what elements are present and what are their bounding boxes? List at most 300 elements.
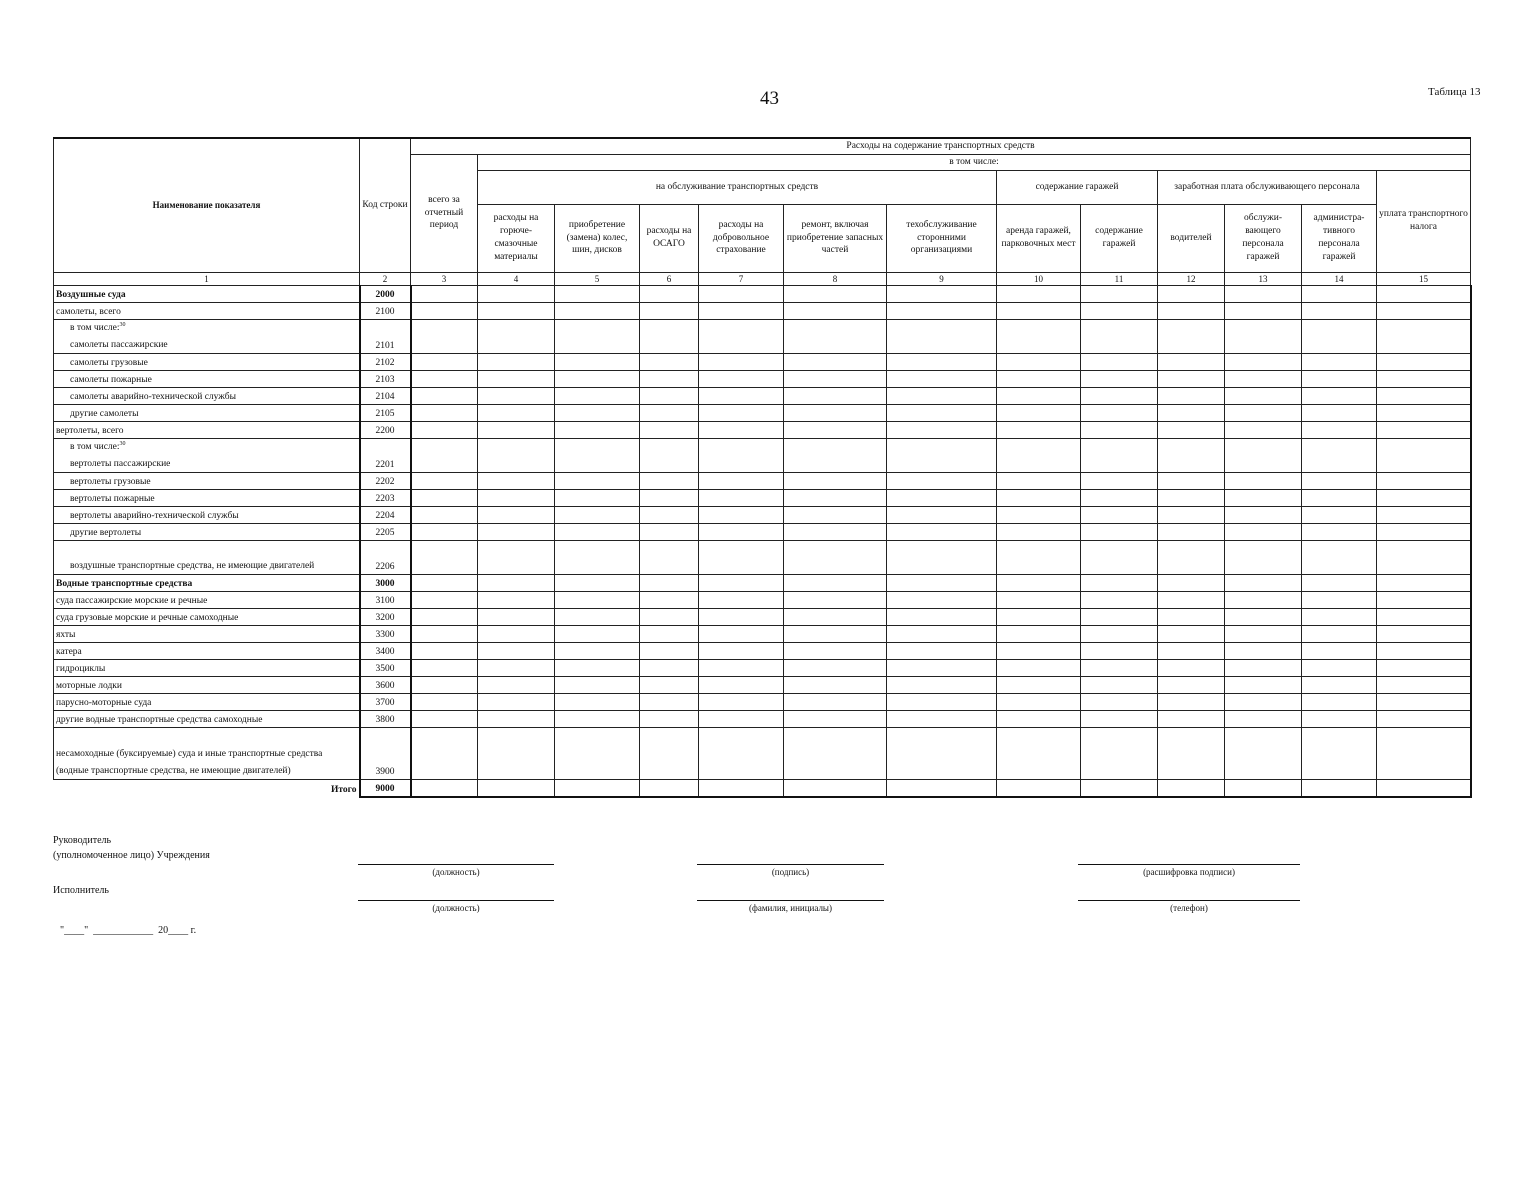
value-cell-col14[interactable] (1302, 489, 1377, 506)
value-cell-col12[interactable] (1158, 404, 1225, 421)
value-cell-col14[interactable] (1302, 506, 1377, 523)
value-cell-col5[interactable] (555, 591, 640, 608)
value-cell-col7[interactable] (699, 438, 784, 472)
value-cell-col12[interactable] (1158, 489, 1225, 506)
value-cell-col9[interactable] (887, 591, 997, 608)
value-cell-col15[interactable] (1377, 574, 1471, 591)
value-cell-col9[interactable] (887, 387, 997, 404)
value-cell-col8[interactable] (784, 489, 887, 506)
value-cell-col13[interactable] (1225, 540, 1302, 574)
value-cell-col4[interactable] (478, 438, 555, 472)
value-cell-col5[interactable] (555, 642, 640, 659)
value-cell-col13[interactable] (1225, 302, 1302, 319)
value-cell-col12[interactable] (1158, 353, 1225, 370)
value-cell-col9[interactable] (887, 727, 997, 779)
value-cell-col14[interactable] (1302, 404, 1377, 421)
value-cell-col9[interactable] (887, 642, 997, 659)
value-cell-col3[interactable] (411, 523, 478, 540)
value-cell-col12[interactable] (1158, 693, 1225, 710)
value-cell-col8[interactable] (784, 421, 887, 438)
value-cell-col9[interactable] (887, 370, 997, 387)
value-cell-col14[interactable] (1302, 540, 1377, 574)
value-cell-col7[interactable] (699, 659, 784, 676)
value-cell-col10[interactable] (997, 574, 1081, 591)
value-cell-col8[interactable] (784, 319, 887, 353)
value-cell-col3[interactable] (411, 404, 478, 421)
value-cell-col13[interactable] (1225, 659, 1302, 676)
value-cell-col11[interactable] (1081, 642, 1158, 659)
value-cell-col5[interactable] (555, 676, 640, 693)
value-cell-col10[interactable] (997, 676, 1081, 693)
value-cell-col11[interactable] (1081, 523, 1158, 540)
value-cell-col8[interactable] (784, 659, 887, 676)
value-cell-col13[interactable] (1225, 523, 1302, 540)
value-cell-col15[interactable] (1377, 779, 1471, 797)
value-cell-col13[interactable] (1225, 608, 1302, 625)
value-cell-col10[interactable] (997, 506, 1081, 523)
value-cell-col4[interactable] (478, 472, 555, 489)
value-cell-col4[interactable] (478, 387, 555, 404)
value-cell-col10[interactable] (997, 523, 1081, 540)
value-cell-col12[interactable] (1158, 540, 1225, 574)
value-cell-col5[interactable] (555, 319, 640, 353)
value-cell-col13[interactable] (1225, 506, 1302, 523)
value-cell-col9[interactable] (887, 353, 997, 370)
value-cell-col3[interactable] (411, 489, 478, 506)
value-cell-col10[interactable] (997, 319, 1081, 353)
value-cell-col13[interactable] (1225, 404, 1302, 421)
value-cell-col12[interactable] (1158, 642, 1225, 659)
value-cell-col6[interactable] (640, 625, 699, 642)
value-cell-col10[interactable] (997, 285, 1081, 302)
value-cell-col8[interactable] (784, 353, 887, 370)
value-cell-col14[interactable] (1302, 642, 1377, 659)
value-cell-col5[interactable] (555, 523, 640, 540)
value-cell-col9[interactable] (887, 319, 997, 353)
value-cell-col4[interactable] (478, 727, 555, 779)
value-cell-col8[interactable] (784, 779, 887, 797)
value-cell-col11[interactable] (1081, 387, 1158, 404)
value-cell-col6[interactable] (640, 642, 699, 659)
value-cell-col12[interactable] (1158, 506, 1225, 523)
value-cell-col7[interactable] (699, 302, 784, 319)
value-cell-col6[interactable] (640, 404, 699, 421)
value-cell-col10[interactable] (997, 302, 1081, 319)
value-cell-col3[interactable] (411, 676, 478, 693)
value-cell-col10[interactable] (997, 489, 1081, 506)
value-cell-col3[interactable] (411, 540, 478, 574)
value-cell-col7[interactable] (699, 608, 784, 625)
value-cell-col7[interactable] (699, 472, 784, 489)
value-cell-col10[interactable] (997, 353, 1081, 370)
value-cell-col3[interactable] (411, 438, 478, 472)
value-cell-col11[interactable] (1081, 710, 1158, 727)
value-cell-col15[interactable] (1377, 591, 1471, 608)
value-cell-col3[interactable] (411, 727, 478, 779)
value-cell-col7[interactable] (699, 693, 784, 710)
value-cell-col14[interactable] (1302, 574, 1377, 591)
value-cell-col4[interactable] (478, 523, 555, 540)
value-cell-col11[interactable] (1081, 727, 1158, 779)
value-cell-col15[interactable] (1377, 540, 1471, 574)
value-cell-col13[interactable] (1225, 285, 1302, 302)
value-cell-col7[interactable] (699, 625, 784, 642)
value-cell-col14[interactable] (1302, 676, 1377, 693)
value-cell-col8[interactable] (784, 574, 887, 591)
value-cell-col7[interactable] (699, 540, 784, 574)
value-cell-col4[interactable] (478, 779, 555, 797)
value-cell-col4[interactable] (478, 285, 555, 302)
value-cell-col6[interactable] (640, 540, 699, 574)
value-cell-col13[interactable] (1225, 591, 1302, 608)
value-cell-col4[interactable] (478, 319, 555, 353)
value-cell-col15[interactable] (1377, 727, 1471, 779)
value-cell-col3[interactable] (411, 779, 478, 797)
value-cell-col7[interactable] (699, 506, 784, 523)
value-cell-col15[interactable] (1377, 710, 1471, 727)
value-cell-col9[interactable] (887, 659, 997, 676)
value-cell-col12[interactable] (1158, 574, 1225, 591)
value-cell-col11[interactable] (1081, 489, 1158, 506)
value-cell-col13[interactable] (1225, 421, 1302, 438)
value-cell-col10[interactable] (997, 591, 1081, 608)
value-cell-col4[interactable] (478, 540, 555, 574)
value-cell-col15[interactable] (1377, 319, 1471, 353)
value-cell-col7[interactable] (699, 370, 784, 387)
value-cell-col11[interactable] (1081, 421, 1158, 438)
value-cell-col7[interactable] (699, 642, 784, 659)
value-cell-col13[interactable] (1225, 319, 1302, 353)
value-cell-col5[interactable] (555, 353, 640, 370)
value-cell-col9[interactable] (887, 472, 997, 489)
value-cell-col10[interactable] (997, 659, 1081, 676)
value-cell-col11[interactable] (1081, 353, 1158, 370)
value-cell-col12[interactable] (1158, 591, 1225, 608)
value-cell-col15[interactable] (1377, 285, 1471, 302)
value-cell-col11[interactable] (1081, 302, 1158, 319)
value-cell-col8[interactable] (784, 404, 887, 421)
value-cell-col14[interactable] (1302, 608, 1377, 625)
value-cell-col7[interactable] (699, 591, 784, 608)
value-cell-col4[interactable] (478, 591, 555, 608)
value-cell-col13[interactable] (1225, 387, 1302, 404)
value-cell-col9[interactable] (887, 574, 997, 591)
value-cell-col14[interactable] (1302, 472, 1377, 489)
value-cell-col10[interactable] (997, 642, 1081, 659)
value-cell-col7[interactable] (699, 523, 784, 540)
value-cell-col11[interactable] (1081, 370, 1158, 387)
value-cell-col6[interactable] (640, 370, 699, 387)
value-cell-col11[interactable] (1081, 404, 1158, 421)
value-cell-col13[interactable] (1225, 353, 1302, 370)
value-cell-col15[interactable] (1377, 387, 1471, 404)
value-cell-col15[interactable] (1377, 353, 1471, 370)
value-cell-col4[interactable] (478, 302, 555, 319)
value-cell-col13[interactable] (1225, 727, 1302, 779)
value-cell-col6[interactable] (640, 285, 699, 302)
value-cell-col3[interactable] (411, 472, 478, 489)
value-cell-col9[interactable] (887, 421, 997, 438)
value-cell-col6[interactable] (640, 489, 699, 506)
value-cell-col6[interactable] (640, 472, 699, 489)
value-cell-col10[interactable] (997, 710, 1081, 727)
value-cell-col3[interactable] (411, 591, 478, 608)
value-cell-col9[interactable] (887, 506, 997, 523)
value-cell-col13[interactable] (1225, 472, 1302, 489)
value-cell-col4[interactable] (478, 659, 555, 676)
value-cell-col14[interactable] (1302, 438, 1377, 472)
value-cell-col5[interactable] (555, 693, 640, 710)
value-cell-col15[interactable] (1377, 438, 1471, 472)
value-cell-col11[interactable] (1081, 693, 1158, 710)
value-cell-col4[interactable] (478, 404, 555, 421)
value-cell-col12[interactable] (1158, 370, 1225, 387)
value-cell-col3[interactable] (411, 387, 478, 404)
value-cell-col15[interactable] (1377, 625, 1471, 642)
value-cell-col14[interactable] (1302, 302, 1377, 319)
value-cell-col7[interactable] (699, 574, 784, 591)
value-cell-col7[interactable] (699, 489, 784, 506)
value-cell-col9[interactable] (887, 302, 997, 319)
value-cell-col12[interactable] (1158, 387, 1225, 404)
value-cell-col3[interactable] (411, 302, 478, 319)
value-cell-col4[interactable] (478, 421, 555, 438)
value-cell-col13[interactable] (1225, 676, 1302, 693)
value-cell-col8[interactable] (784, 540, 887, 574)
value-cell-col7[interactable] (699, 387, 784, 404)
value-cell-col9[interactable] (887, 779, 997, 797)
value-cell-col3[interactable] (411, 608, 478, 625)
value-cell-col15[interactable] (1377, 506, 1471, 523)
value-cell-col13[interactable] (1225, 779, 1302, 797)
value-cell-col9[interactable] (887, 676, 997, 693)
value-cell-col9[interactable] (887, 285, 997, 302)
value-cell-col9[interactable] (887, 693, 997, 710)
value-cell-col10[interactable] (997, 625, 1081, 642)
value-cell-col14[interactable] (1302, 591, 1377, 608)
value-cell-col4[interactable] (478, 506, 555, 523)
value-cell-col8[interactable] (784, 608, 887, 625)
value-cell-col11[interactable] (1081, 591, 1158, 608)
value-cell-col4[interactable] (478, 353, 555, 370)
value-cell-col8[interactable] (784, 676, 887, 693)
value-cell-col15[interactable] (1377, 404, 1471, 421)
value-cell-col10[interactable] (997, 727, 1081, 779)
value-cell-col12[interactable] (1158, 438, 1225, 472)
value-cell-col9[interactable] (887, 608, 997, 625)
value-cell-col11[interactable] (1081, 659, 1158, 676)
value-cell-col12[interactable] (1158, 302, 1225, 319)
value-cell-col12[interactable] (1158, 608, 1225, 625)
value-cell-col15[interactable] (1377, 421, 1471, 438)
value-cell-col13[interactable] (1225, 625, 1302, 642)
value-cell-col15[interactable] (1377, 472, 1471, 489)
value-cell-col12[interactable] (1158, 710, 1225, 727)
value-cell-col15[interactable] (1377, 302, 1471, 319)
value-cell-col8[interactable] (784, 506, 887, 523)
value-cell-col10[interactable] (997, 540, 1081, 574)
value-cell-col3[interactable] (411, 285, 478, 302)
value-cell-col8[interactable] (784, 591, 887, 608)
value-cell-col5[interactable] (555, 489, 640, 506)
value-cell-col4[interactable] (478, 676, 555, 693)
value-cell-col10[interactable] (997, 779, 1081, 797)
value-cell-col11[interactable] (1081, 608, 1158, 625)
value-cell-col8[interactable] (784, 710, 887, 727)
value-cell-col11[interactable] (1081, 676, 1158, 693)
value-cell-col12[interactable] (1158, 676, 1225, 693)
value-cell-col9[interactable] (887, 540, 997, 574)
value-cell-col5[interactable] (555, 608, 640, 625)
value-cell-col12[interactable] (1158, 779, 1225, 797)
value-cell-col5[interactable] (555, 387, 640, 404)
value-cell-col4[interactable] (478, 574, 555, 591)
value-cell-col14[interactable] (1302, 523, 1377, 540)
value-cell-col10[interactable] (997, 370, 1081, 387)
value-cell-col5[interactable] (555, 659, 640, 676)
value-cell-col8[interactable] (784, 387, 887, 404)
value-cell-col3[interactable] (411, 574, 478, 591)
value-cell-col15[interactable] (1377, 608, 1471, 625)
value-cell-col12[interactable] (1158, 285, 1225, 302)
value-cell-col14[interactable] (1302, 353, 1377, 370)
value-cell-col14[interactable] (1302, 625, 1377, 642)
value-cell-col14[interactable] (1302, 659, 1377, 676)
value-cell-col14[interactable] (1302, 319, 1377, 353)
value-cell-col6[interactable] (640, 438, 699, 472)
value-cell-col15[interactable] (1377, 676, 1471, 693)
value-cell-col8[interactable] (784, 642, 887, 659)
value-cell-col10[interactable] (997, 387, 1081, 404)
value-cell-col3[interactable] (411, 710, 478, 727)
value-cell-col11[interactable] (1081, 319, 1158, 353)
value-cell-col15[interactable] (1377, 659, 1471, 676)
value-cell-col12[interactable] (1158, 727, 1225, 779)
value-cell-col11[interactable] (1081, 779, 1158, 797)
value-cell-col7[interactable] (699, 285, 784, 302)
value-cell-col6[interactable] (640, 659, 699, 676)
value-cell-col11[interactable] (1081, 506, 1158, 523)
value-cell-col5[interactable] (555, 540, 640, 574)
value-cell-col13[interactable] (1225, 693, 1302, 710)
value-cell-col15[interactable] (1377, 693, 1471, 710)
value-cell-col5[interactable] (555, 710, 640, 727)
value-cell-col12[interactable] (1158, 421, 1225, 438)
value-cell-col6[interactable] (640, 523, 699, 540)
value-cell-col12[interactable] (1158, 625, 1225, 642)
value-cell-col5[interactable] (555, 506, 640, 523)
value-cell-col6[interactable] (640, 506, 699, 523)
value-cell-col10[interactable] (997, 608, 1081, 625)
value-cell-col3[interactable] (411, 659, 478, 676)
value-cell-col11[interactable] (1081, 625, 1158, 642)
value-cell-col5[interactable] (555, 625, 640, 642)
value-cell-col15[interactable] (1377, 523, 1471, 540)
value-cell-col6[interactable] (640, 574, 699, 591)
value-cell-col7[interactable] (699, 353, 784, 370)
value-cell-col3[interactable] (411, 319, 478, 353)
value-cell-col12[interactable] (1158, 523, 1225, 540)
value-cell-col6[interactable] (640, 608, 699, 625)
value-cell-col12[interactable] (1158, 472, 1225, 489)
value-cell-col3[interactable] (411, 642, 478, 659)
value-cell-col6[interactable] (640, 779, 699, 797)
value-cell-col9[interactable] (887, 438, 997, 472)
value-cell-col8[interactable] (784, 625, 887, 642)
value-cell-col6[interactable] (640, 727, 699, 779)
value-cell-col5[interactable] (555, 779, 640, 797)
value-cell-col15[interactable] (1377, 489, 1471, 506)
value-cell-col14[interactable] (1302, 387, 1377, 404)
value-cell-col13[interactable] (1225, 574, 1302, 591)
value-cell-col6[interactable] (640, 676, 699, 693)
value-cell-col8[interactable] (784, 727, 887, 779)
value-cell-col7[interactable] (699, 676, 784, 693)
value-cell-col14[interactable] (1302, 779, 1377, 797)
value-cell-col6[interactable] (640, 710, 699, 727)
value-cell-col6[interactable] (640, 387, 699, 404)
value-cell-col3[interactable] (411, 421, 478, 438)
value-cell-col11[interactable] (1081, 540, 1158, 574)
value-cell-col14[interactable] (1302, 370, 1377, 387)
value-cell-col3[interactable] (411, 353, 478, 370)
value-cell-col9[interactable] (887, 523, 997, 540)
value-cell-col11[interactable] (1081, 438, 1158, 472)
value-cell-col5[interactable] (555, 285, 640, 302)
value-cell-col4[interactable] (478, 642, 555, 659)
value-cell-col8[interactable] (784, 370, 887, 387)
value-cell-col14[interactable] (1302, 710, 1377, 727)
value-cell-col6[interactable] (640, 591, 699, 608)
value-cell-col8[interactable] (784, 438, 887, 472)
value-cell-col8[interactable] (784, 523, 887, 540)
value-cell-col10[interactable] (997, 404, 1081, 421)
value-cell-col5[interactable] (555, 727, 640, 779)
value-cell-col12[interactable] (1158, 319, 1225, 353)
value-cell-col11[interactable] (1081, 285, 1158, 302)
value-cell-col6[interactable] (640, 421, 699, 438)
value-cell-col3[interactable] (411, 693, 478, 710)
value-cell-col5[interactable] (555, 421, 640, 438)
value-cell-col4[interactable] (478, 608, 555, 625)
value-cell-col11[interactable] (1081, 472, 1158, 489)
value-cell-col9[interactable] (887, 404, 997, 421)
value-cell-col4[interactable] (478, 710, 555, 727)
value-cell-col5[interactable] (555, 370, 640, 387)
value-cell-col8[interactable] (784, 285, 887, 302)
value-cell-col3[interactable] (411, 506, 478, 523)
value-cell-col14[interactable] (1302, 693, 1377, 710)
value-cell-col9[interactable] (887, 489, 997, 506)
value-cell-col5[interactable] (555, 472, 640, 489)
value-cell-col7[interactable] (699, 404, 784, 421)
value-cell-col14[interactable] (1302, 421, 1377, 438)
value-cell-col13[interactable] (1225, 642, 1302, 659)
value-cell-col6[interactable] (640, 319, 699, 353)
value-cell-col5[interactable] (555, 574, 640, 591)
value-cell-col14[interactable] (1302, 727, 1377, 779)
value-cell-col7[interactable] (699, 710, 784, 727)
value-cell-col5[interactable] (555, 404, 640, 421)
value-cell-col10[interactable] (997, 438, 1081, 472)
value-cell-col4[interactable] (478, 370, 555, 387)
value-cell-col6[interactable] (640, 353, 699, 370)
value-cell-col15[interactable] (1377, 642, 1471, 659)
value-cell-col6[interactable] (640, 693, 699, 710)
value-cell-col11[interactable] (1081, 574, 1158, 591)
value-cell-col3[interactable] (411, 370, 478, 387)
value-cell-col10[interactable] (997, 421, 1081, 438)
